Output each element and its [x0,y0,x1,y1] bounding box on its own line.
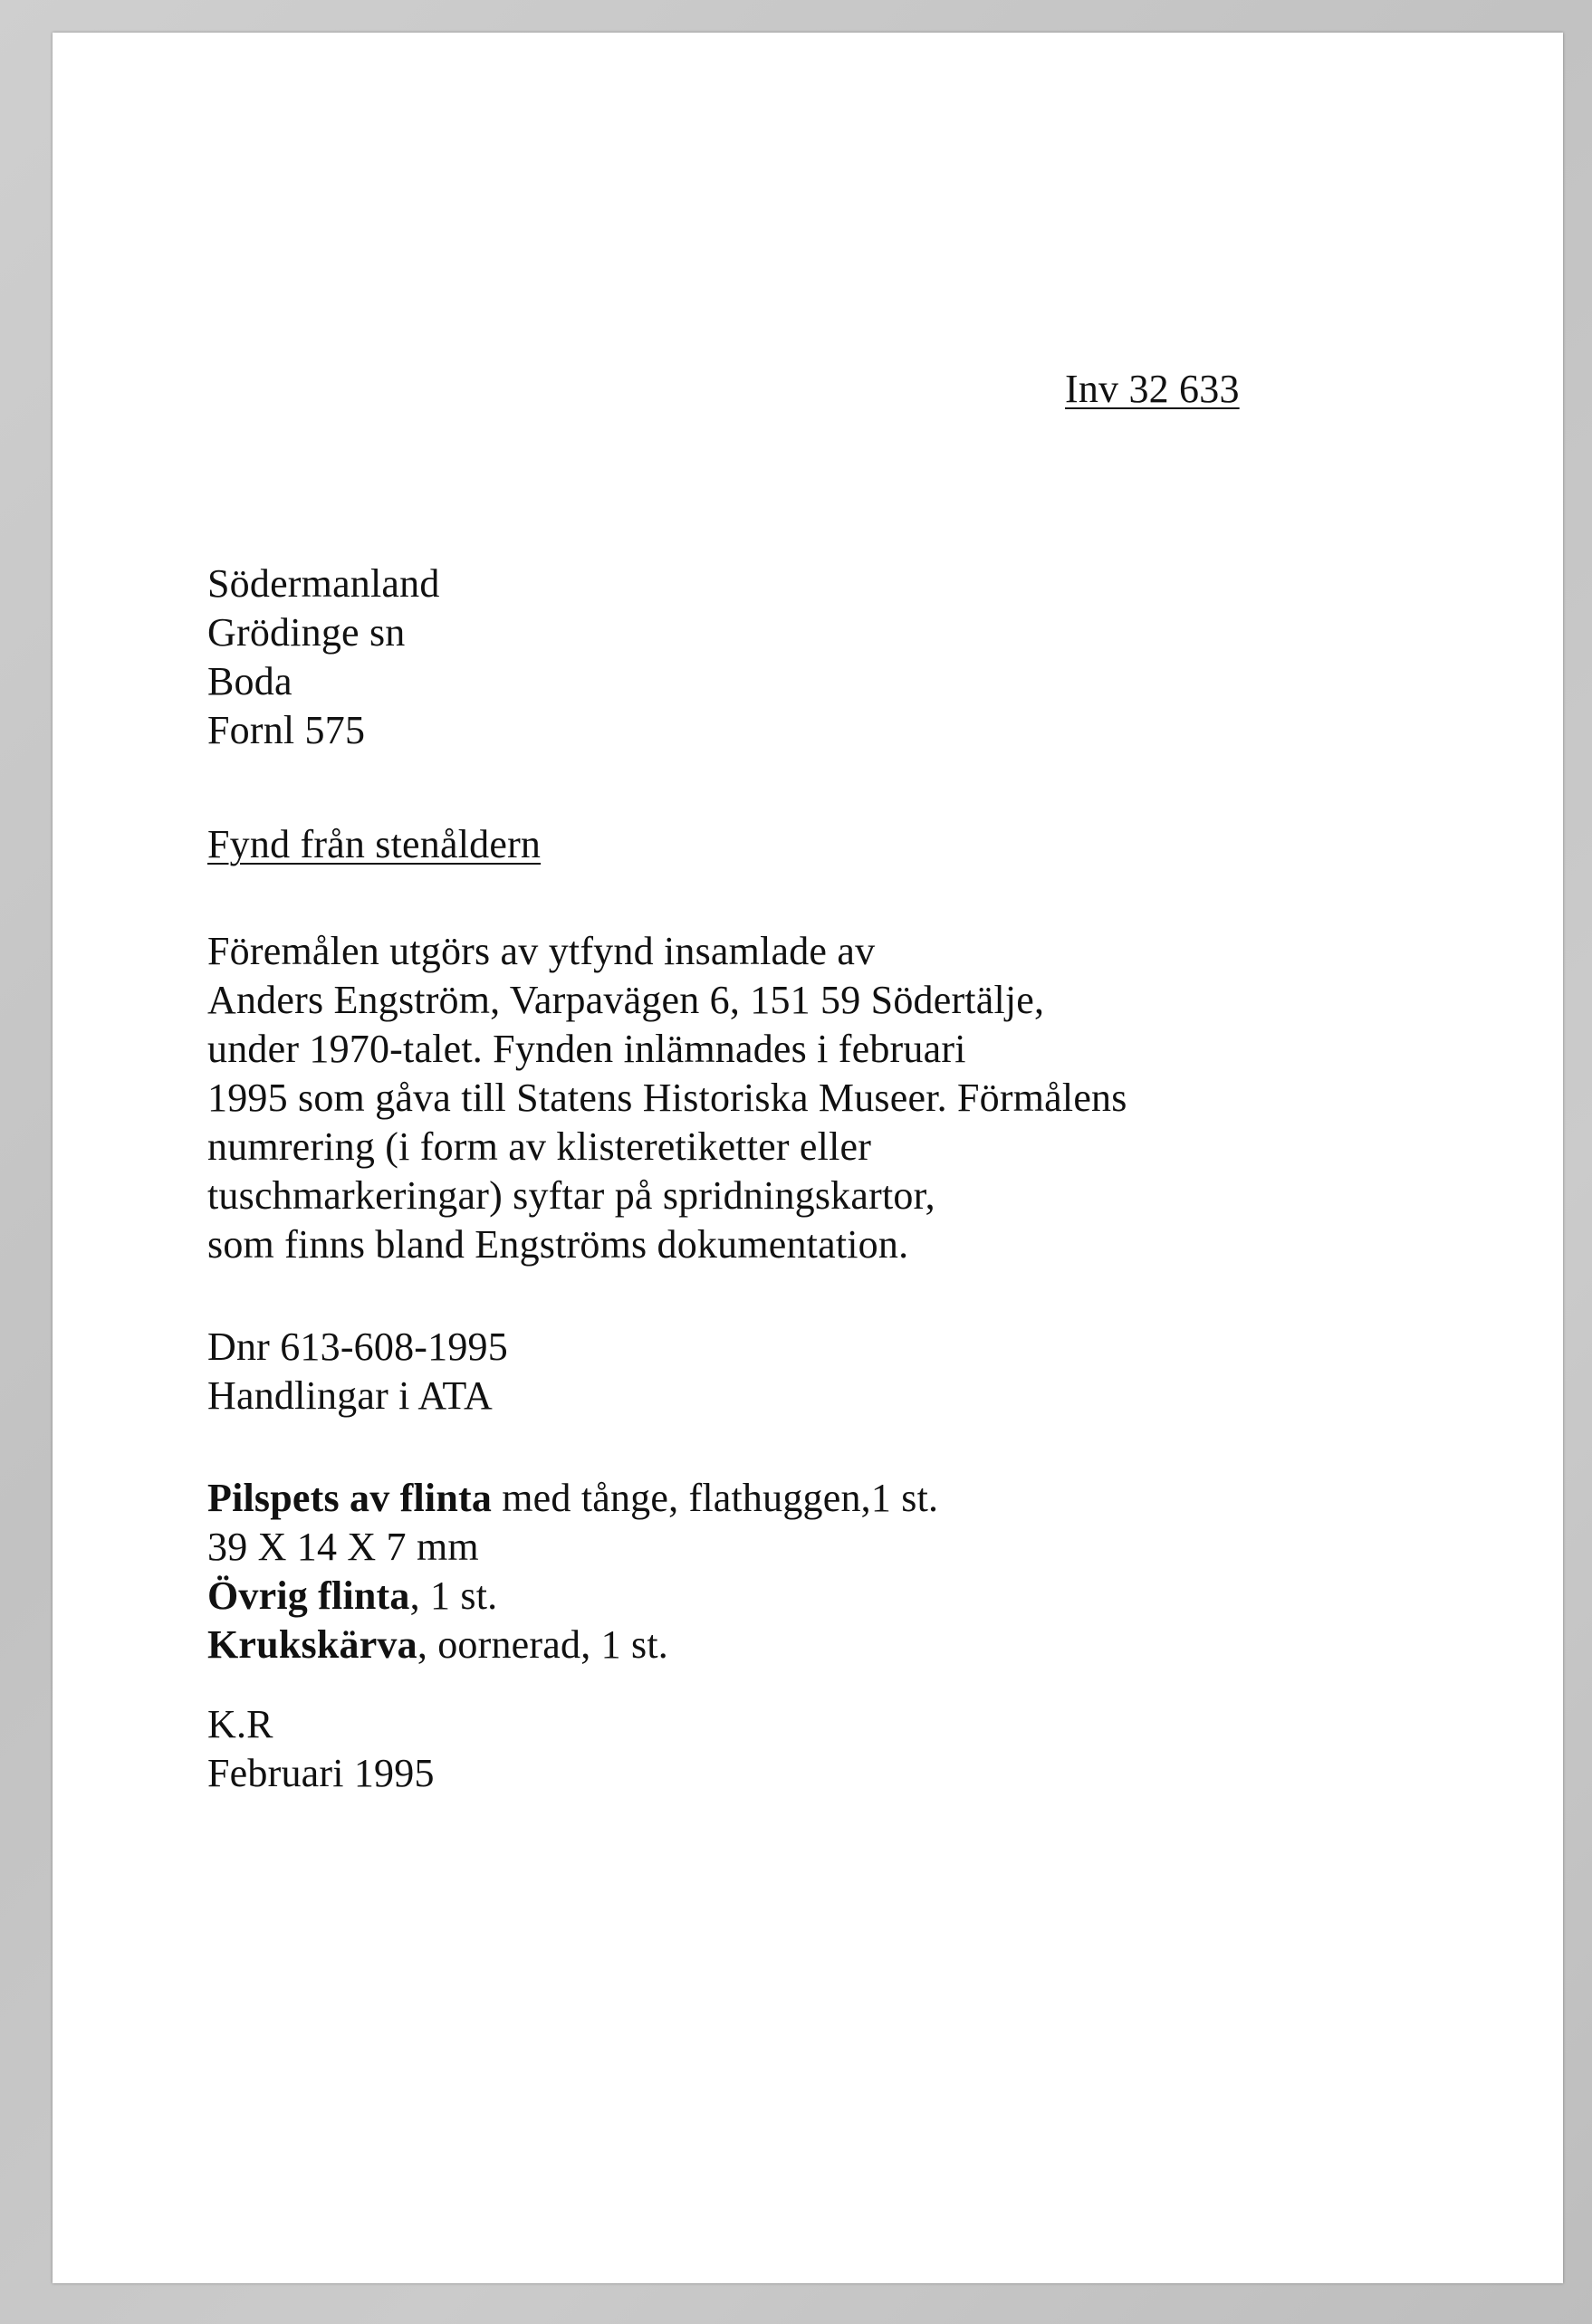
signature-block [207,1700,435,1798]
item-potsherd [207,1621,938,1669]
description-line: under 1970-talet. Fynden inlämnades i februari [207,1027,966,1071]
item-arrowhead-details: med tånge, flathuggen,1 st. [492,1476,939,1520]
description-line: numrering (i form av klisteretiketter eller [207,1124,872,1169]
item-arrowhead [207,1474,938,1523]
item-arrowhead-name: Pilspets av flinta [207,1476,493,1520]
item-arrowhead-dimensions: 39 X 14 X 7 mm [207,1525,479,1569]
archive-reference: Handlingar i ATA [207,1373,493,1418]
item-potsherd-details: , oornerad, 1 st. [417,1622,668,1667]
item-list [207,1474,938,1669]
item-flint [207,1572,938,1621]
location-parish: Grödinge sn [207,610,406,655]
description-block [207,927,1127,1269]
signature-date: Februari 1995 [207,1751,435,1795]
location-site: Fornl 575 [207,708,366,752]
item-flint-details: , 1 st. [409,1573,498,1618]
description-line: 1995 som gåva till Statens Historiska Museer. Förmålens [207,1076,1127,1120]
location-place: Boda [207,659,293,703]
location-province: Södermanland [207,561,440,606]
description-line: som finns bland Engströms dokumentation. [207,1222,909,1267]
item-potsherd-name: Krukskärva [207,1622,417,1667]
signature-initials: K.R [207,1702,273,1746]
description-line: Anders Engström, Varpavägen 6, 151 59 Södertälje, [207,978,1045,1022]
location-block [207,559,440,755]
item-flint-name: Övrig flinta [207,1573,410,1618]
inventory-number: Inv 32 633 [1065,367,1240,411]
description-line: tuschmarkeringar) syftar på spridningskartor, [207,1173,935,1218]
reference-block [207,1323,508,1420]
description-line: Föremålen utgörs av ytfynd insamlade av [207,929,876,973]
diary-number: Dnr 613-608-1995 [207,1325,508,1369]
document-heading: Fynd från stenåldern [207,822,542,866]
